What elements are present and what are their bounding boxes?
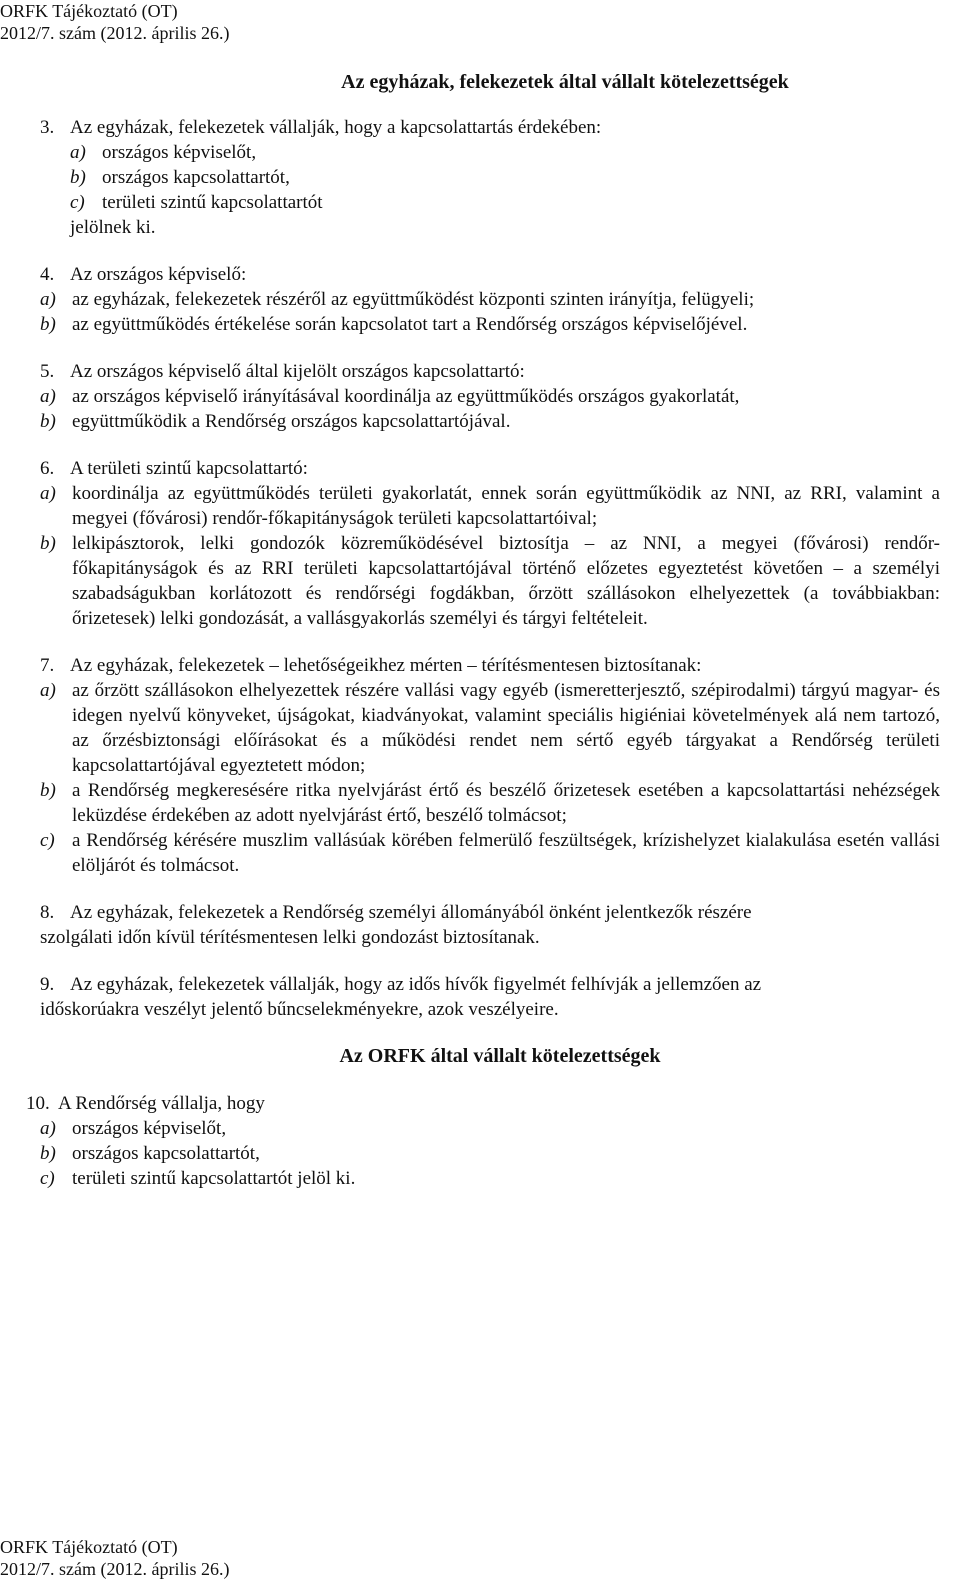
list-item bbox=[70, 140, 940, 165]
item-label: a) bbox=[40, 483, 56, 504]
item-label: a) bbox=[40, 680, 56, 701]
list-item bbox=[40, 828, 940, 878]
paragraph-text-line: Az egyházak, felekezetek vállalják, hogy az idős hívők figyelmét felhívják a jellemzően az bbox=[70, 974, 762, 995]
item-label: b) bbox=[40, 1143, 56, 1164]
item-label: a) bbox=[40, 386, 56, 407]
item-text: az országos képviselő irányításával koordinálja az együttműködés országos gyakorlatát, bbox=[72, 386, 740, 407]
paragraph-text-line: Az egyházak, felekezetek a Rendőrség személyi állományából önként jelentkezők részére bbox=[70, 902, 752, 923]
paragraph-number: 7. bbox=[40, 655, 55, 676]
item-label: b) bbox=[40, 780, 56, 801]
paragraph-7 bbox=[40, 653, 940, 878]
paragraph-intro: Az országos képviselő által kijelölt országos kapcsolattartó: bbox=[70, 361, 525, 382]
list-item bbox=[40, 678, 940, 778]
paragraph-intro: Az országos képviselő: bbox=[70, 264, 247, 285]
paragraph-3 bbox=[40, 115, 940, 240]
paragraph-text-line: szolgálati időn kívül térítésmentesen lelki gondozást biztosítanak. bbox=[40, 927, 540, 948]
paragraph-number: 5. bbox=[40, 361, 55, 382]
item-text: koordinálja az együttműködés területi gyakorlatát, ennek során együttműködik az NNI, az RRI, valamint a megyei (fővárosi) rendőr-főkapitányságok területi kapcsolattartóival; bbox=[72, 483, 940, 529]
paragraph-4 bbox=[40, 262, 940, 337]
list-item bbox=[40, 384, 940, 409]
item-text: országos kapcsolattartót, bbox=[102, 167, 290, 188]
section-title-churches: Az egyházak, felekezetek által vállalt kötelezettségek bbox=[341, 71, 789, 93]
item-label: a) bbox=[40, 289, 56, 310]
item-label: c) bbox=[40, 830, 55, 851]
item-text: területi szintű kapcsolattartót bbox=[102, 192, 323, 213]
paragraph-number: 9. bbox=[40, 974, 55, 995]
item-text: lelkipásztorok, lelki gondozók közreműködésével biztosítja – az NNI, a megyei (fővárosi) rendőr-főkapitányságok és az RRI területi kapcsolattartójával történő előzetes egyeztetést követően – a személyi szabadságukban korlátozott és rendőrségi fogdákban, őrzött szállásokon elhelyezettek (a továbbiakban: őrizetesek) lelki gondozását, a vallásgyakorlás személyi és tárgyi feltételeit. bbox=[72, 533, 940, 629]
paragraph-6 bbox=[40, 456, 940, 631]
list-item bbox=[40, 778, 940, 828]
footer-publication: ORFK Tájékoztató (OT) bbox=[0, 1537, 178, 1557]
list-item bbox=[40, 287, 940, 312]
list-item bbox=[40, 531, 940, 631]
list-item bbox=[70, 165, 940, 190]
item-label: c) bbox=[40, 1168, 55, 1189]
paragraph-closing: jelölnek ki. bbox=[70, 217, 156, 238]
footer-issue: 2012/7. szám (2012. április 26.) bbox=[0, 1559, 230, 1579]
list-item bbox=[40, 409, 940, 434]
paragraph-text-line: időskorúakra veszélyt jelentő bűncselekményekre, azok veszélyeire. bbox=[40, 999, 559, 1020]
item-text: országos kapcsolattartót, bbox=[72, 1143, 260, 1164]
paragraph-intro: A területi szintű kapcsolattartó: bbox=[70, 458, 308, 479]
document-body bbox=[26, 70, 940, 1213]
paragraph-number: 8. bbox=[40, 902, 55, 923]
item-label: c) bbox=[70, 192, 85, 213]
item-text: országos képviselőt, bbox=[102, 142, 257, 163]
item-label: a) bbox=[70, 142, 86, 163]
header-publication: ORFK Tájékoztató (OT) bbox=[0, 1, 178, 21]
item-text: együttműködik a Rendőrség országos kapcsolattartójával. bbox=[72, 411, 511, 432]
paragraph-number: 6. bbox=[40, 458, 55, 479]
paragraph-number: 4. bbox=[40, 264, 55, 285]
paragraph-9 bbox=[40, 972, 940, 1022]
item-text: a Rendőrség kérésére muszlim vallásúak körében felmerülő feszültségek, krízishelyzet kialakulása esetén vallási elöljárót és tolmácsot. bbox=[72, 830, 940, 876]
item-label: a) bbox=[40, 1118, 56, 1139]
item-label: b) bbox=[40, 533, 56, 554]
item-text: a Rendőrség megkeresésére ritka nyelvjárást értő és beszélő őrizetesek esetében a kapcsolattartási nehézségek leküzdése érdekében az adott nyelvjárást értő, beszélő tolmácsot; bbox=[72, 780, 940, 826]
list-item bbox=[70, 190, 940, 215]
item-label: b) bbox=[40, 411, 56, 432]
paragraph-5 bbox=[40, 359, 940, 434]
item-text: az egyházak, felekezetek részéről az együttműködést központi szinten irányítja, felügyeli; bbox=[72, 289, 755, 310]
list-item bbox=[40, 481, 940, 531]
item-label: b) bbox=[70, 167, 86, 188]
header-issue: 2012/7. szám (2012. április 26.) bbox=[0, 23, 230, 43]
paragraph-number: 3. bbox=[40, 117, 55, 138]
item-label: b) bbox=[40, 314, 56, 335]
list-item bbox=[40, 1116, 940, 1141]
item-text: az együttműködés értékelése során kapcsolatot tart a Rendőrség országos képviselőjével. bbox=[72, 314, 748, 335]
paragraph-intro: A Rendőrség vállalja, hogy bbox=[58, 1093, 265, 1114]
list-item bbox=[40, 312, 940, 337]
item-text: országos képviselőt, bbox=[72, 1118, 227, 1139]
item-text: az őrzött szállásokon elhelyezettek részére vallási vagy egyéb (ismeretterjesztő, szépirodalmi) tárgyú magyar- és idegen nyelvű könyveket, újságokat, kiadványokat, valamint speciális higiéniai követelmények alá nem tartozó, az őrzésbiztonsági előírásokat és a működési rendet nem sértő egyéb tárgyakat a Rendőrség területi kapcsolattartójával egyeztetett módon; bbox=[72, 680, 940, 776]
running-header bbox=[0, 0, 229, 44]
list-item bbox=[40, 1166, 940, 1191]
paragraph-10 bbox=[26, 1091, 940, 1191]
item-text: területi szintű kapcsolattartót jelöl ki. bbox=[72, 1168, 356, 1189]
paragraph-8 bbox=[40, 900, 940, 950]
list-item bbox=[40, 1141, 940, 1166]
paragraph-number: 10. bbox=[26, 1093, 50, 1114]
section-title-orfk: Az ORFK által vállalt kötelezettségek bbox=[339, 1045, 661, 1067]
paragraph-intro: Az egyházak, felekezetek vállalják, hogy a kapcsolattartás érdekében: bbox=[70, 117, 602, 138]
running-footer bbox=[0, 1536, 229, 1580]
paragraph-intro: Az egyházak, felekezetek – lehetőségeikhez mérten – térítésmentesen biztosítanak: bbox=[70, 655, 702, 676]
